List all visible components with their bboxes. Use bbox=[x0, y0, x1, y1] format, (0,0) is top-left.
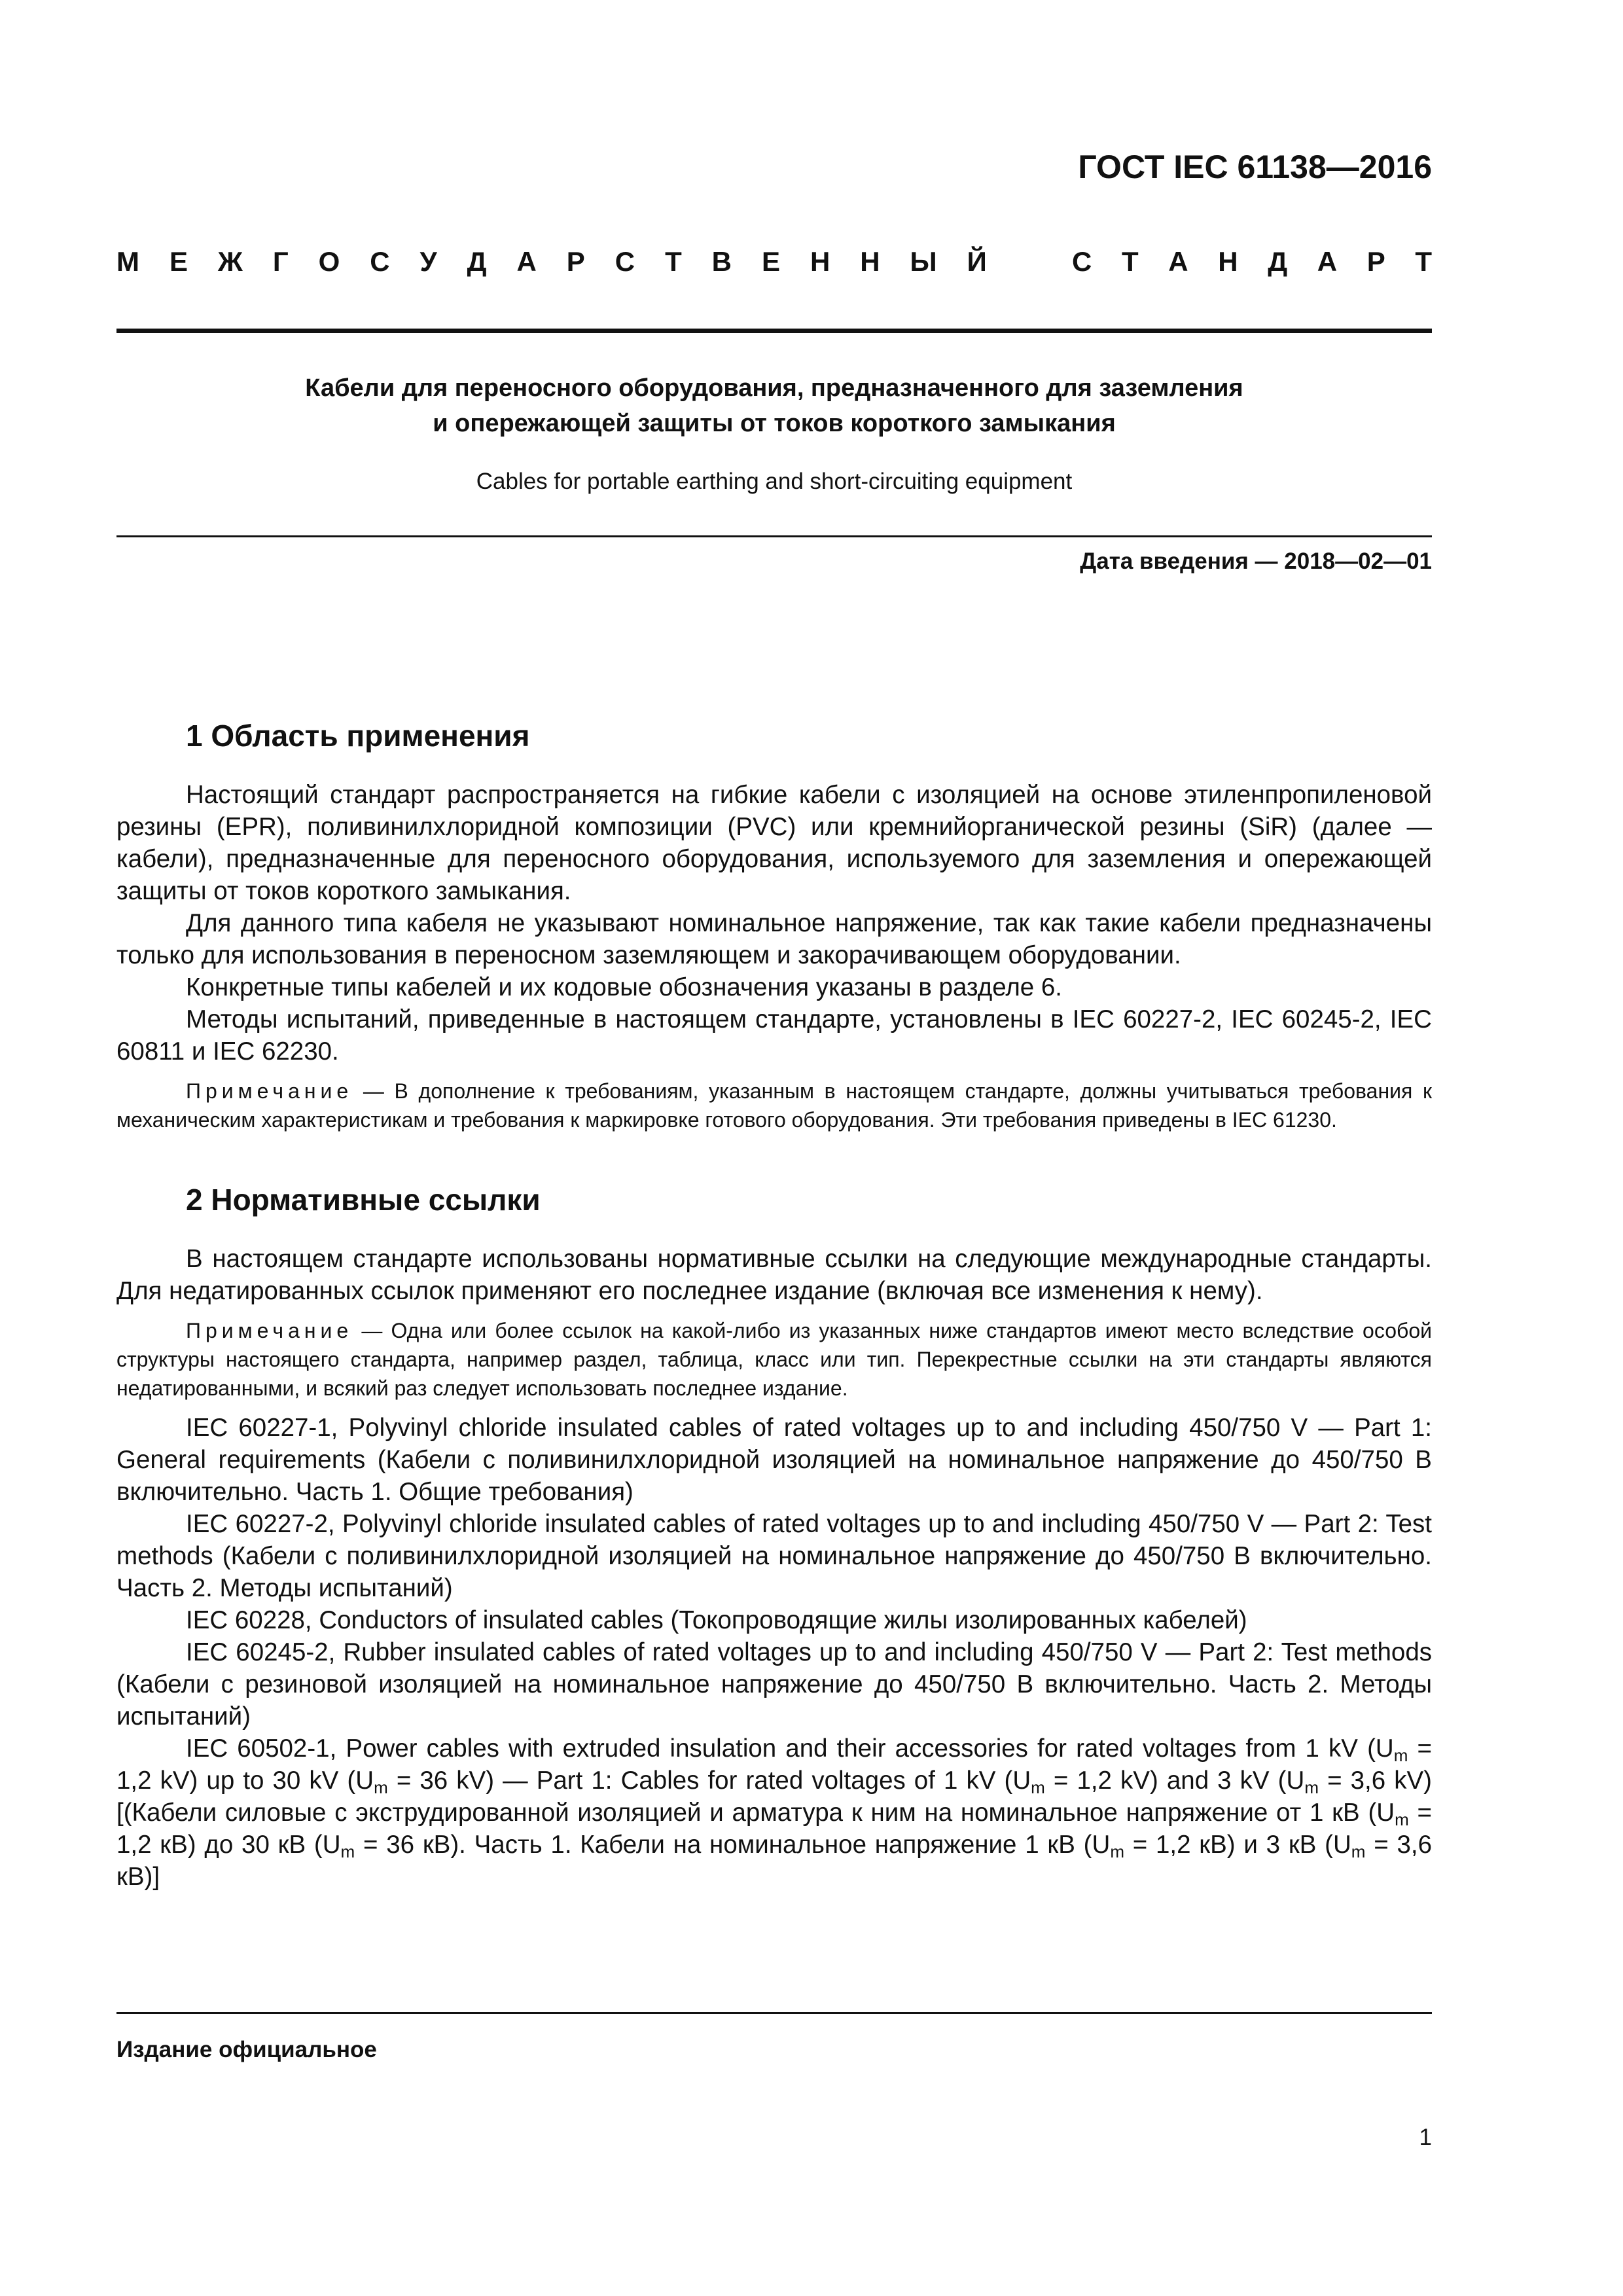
paragraph: В настоящем стандарте использованы нормативные ссылки на следующие международные стандарты. Для недатированных ссылок применяют его последнее издание (включая все изменения к нему). bbox=[116, 1245, 1432, 1305]
letter: Т bbox=[665, 246, 682, 277]
letter: Т bbox=[1415, 246, 1432, 277]
note-label: Примечание bbox=[186, 1319, 353, 1342]
note-text: — Одна или более ссылок на какой-либо из указанных ниже стандартов имеют место вследствие особой структуры настоящего стандарта, например раздел, таблица, класс или тип. Перекрестные ссылки на эти стандарты являются недатированными, и всякий раз следует использовать последнее издание. bbox=[116, 1319, 1432, 1400]
note-label: Примечание bbox=[186, 1079, 353, 1103]
document-title-en: Cables for portable earthing and short-circuiting equipment bbox=[476, 469, 1073, 494]
reference-item: IEC 60228, Conductors of insulated cables (Токопроводящие жилы изолированных кабелей) bbox=[186, 1606, 1247, 1634]
letter: Е bbox=[761, 246, 780, 277]
standard-type bbox=[116, 246, 1432, 278]
paragraph: Конкретные типы кабелей и их кодовые обозначения указаны в разделе 6. bbox=[186, 973, 1063, 1001]
paragraph: Методы испытаний, приведенные в настоящем стандарте, установлены в IEC 60227-2, IEC 60245-2, IEC 60811 и IEC 62230. bbox=[116, 1005, 1432, 1066]
reference-item bbox=[116, 1732, 1432, 1893]
letter: Е bbox=[169, 246, 188, 277]
reference-item: IEC 60227-2, Polyvinyl chloride insulated cables of rated voltages up to and including 450/750 V — Part 2: Test methods (Кабели с поливинилхлоридной изоляцией на номинальное напряжение до 450/750 В включительно. Часть 2. Методы испытаний) bbox=[116, 1510, 1432, 1602]
ref-text: = 1,2 kV) and 3 kV (U bbox=[1044, 1767, 1305, 1795]
subscript: m bbox=[1110, 1842, 1124, 1861]
section-heading: 1 Область применения bbox=[186, 719, 530, 753]
page-number: 1 bbox=[1419, 2125, 1432, 2150]
standard-number: ГОСТ IEC 61138—2016 bbox=[1078, 149, 1432, 185]
subscript: m bbox=[1031, 1778, 1045, 1797]
ref-text: = 1,2 кВ) до 30 кВ (U bbox=[116, 1799, 1432, 1859]
edition-label: Издание официальное bbox=[116, 2037, 377, 2062]
header-rule bbox=[116, 329, 1432, 333]
subscript: m bbox=[1393, 1746, 1408, 1765]
title-ru-line2: и опережающей защиты от токов короткого замыкания bbox=[433, 410, 1116, 437]
document-body bbox=[116, 717, 1432, 1893]
letter: А bbox=[1317, 246, 1338, 277]
letter: Д bbox=[1268, 246, 1288, 277]
letter: Ж bbox=[217, 246, 243, 277]
letter: В bbox=[711, 246, 732, 277]
letter: Т bbox=[1121, 246, 1139, 277]
note bbox=[116, 1077, 1432, 1134]
footer-rule bbox=[116, 2012, 1432, 2014]
letter: Р bbox=[1366, 246, 1385, 277]
ref-text: = 36 kV) — Part 1: Cables for rated voltages of 1 kV (U bbox=[387, 1767, 1031, 1795]
note bbox=[116, 1316, 1432, 1403]
subscript: m bbox=[1304, 1778, 1319, 1797]
title-ru-line1: Кабели для переносного оборудования, предназначенного для заземления bbox=[305, 374, 1243, 402]
paragraph: Для данного типа кабеля не указывают номинальное напряжение, так как такие кабели предназначены только для использования в переносном заземляющем и закорачивающем оборудовании. bbox=[116, 909, 1432, 969]
letter: Г bbox=[272, 246, 289, 277]
ref-text: = 36 кВ). Часть 1. Кабели на номинальное напряжение 1 кВ (U bbox=[355, 1831, 1111, 1859]
letter: А bbox=[1168, 246, 1188, 277]
letter: С bbox=[615, 246, 635, 277]
introduction-date: Дата введения — 2018—02—01 bbox=[1080, 548, 1432, 574]
letter: Д bbox=[467, 246, 487, 277]
subscript: m bbox=[374, 1778, 388, 1797]
reference-item: IEC 60245-2, Rubber insulated cables of rated voltages up to and including 450/750 V — Part 2: Test methods (Кабели с резиновой изоляцией на номинальное напряжение до 450/750 В включительно. Часть 2. Методы испытаний) bbox=[116, 1638, 1432, 1731]
subscript: m bbox=[340, 1842, 355, 1861]
letter: А bbox=[516, 246, 537, 277]
letter: С bbox=[370, 246, 390, 277]
ref-text: = 1,2 kV) up to 30 kV (U bbox=[116, 1734, 1432, 1795]
title-rule bbox=[116, 535, 1432, 537]
letter: М bbox=[116, 246, 139, 277]
paragraph: Настоящий стандарт распространяется на гибкие кабели с изоляцией на основе этиленпропиленовой резины (EPR), поливинилхлоридной композиции (PVC) или кремнийорганической резины (SiR) (далее — кабели), предназначенные для переносного оборудования, используемого для заземления и опережающей защиты от токов короткого замыкания. bbox=[116, 781, 1432, 905]
section-heading: 2 Нормативные ссылки bbox=[186, 1183, 541, 1217]
subscript: m bbox=[1351, 1842, 1366, 1861]
note-text: — В дополнение к требованиям, указанным в настоящем стандарте, должны учитываться требования к механическим характеристикам и требования к маркировке готового оборудования. Эти требования приведены в IEC 61230. bbox=[116, 1079, 1432, 1132]
section-normative-references bbox=[116, 1181, 1432, 1893]
letter: О bbox=[318, 246, 340, 277]
ref-text: = 3,6 kV) [(Кабели силовые с экструдированной изоляцией и арматура к ним на номинальное напряжение от 1 кВ (U bbox=[116, 1767, 1432, 1827]
letter: Й bbox=[967, 246, 987, 277]
standard-type-word2 bbox=[1072, 246, 1432, 278]
letter: Р bbox=[566, 246, 585, 277]
letter: Ы bbox=[910, 246, 937, 277]
ref-text: = 3,6 кВ)] bbox=[116, 1831, 1432, 1891]
document-title-ru bbox=[116, 370, 1432, 441]
ref-text: IEC 60502-1, Power cables with extruded insulation and their accessories for rated voltages from 1 kV (U bbox=[186, 1734, 1394, 1763]
subscript: m bbox=[1395, 1810, 1409, 1829]
letter: С bbox=[1072, 246, 1092, 277]
letter: У bbox=[419, 246, 437, 277]
letter: Н bbox=[810, 246, 830, 277]
standard-type-word1 bbox=[116, 246, 987, 278]
letter: Н bbox=[860, 246, 880, 277]
ref-text: = 1,2 кВ) и 3 кВ (U bbox=[1124, 1831, 1351, 1859]
letter: Н bbox=[1218, 246, 1238, 277]
reference-item: IEC 60227-1, Polyvinyl chloride insulated cables of rated voltages up to and including 450/750 V — Part 1: General requirements (Кабели с поливинилхлоридной изоляцией на номинальное напряжение до 450/750 В включительно. Часть 1. Общие требования) bbox=[116, 1414, 1432, 1506]
section-scope bbox=[116, 717, 1432, 1134]
